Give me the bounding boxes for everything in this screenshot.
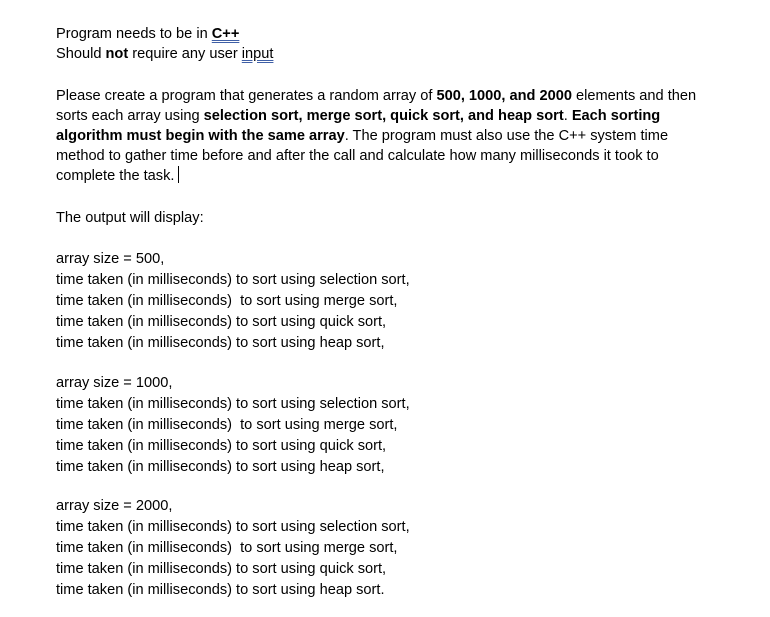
paragraph-text-3: .: [563, 108, 572, 124]
requirement-language-text: Program needs to be in: [56, 26, 212, 42]
output-line: time taken (in milliseconds) to sort using selection sort,: [56, 396, 410, 412]
requirement-input-middle: require any user: [128, 46, 242, 62]
paragraph-text-4: . The program must also use the C++ system time method to gather time before and after the call and calculate how many milliseconds it took to complete the task.: [56, 128, 669, 184]
text-cursor: [178, 166, 179, 183]
paragraph-text-1: Please create a program that generates a random array of: [56, 88, 437, 104]
output-line: time taken (in milliseconds) to sort using quick sort,: [56, 438, 387, 454]
requirement-language: [56, 24, 239, 44]
array-size-line: array size = 2000,: [56, 498, 173, 514]
output-line: time taken (in milliseconds) to sort using heap sort,: [56, 459, 385, 475]
paragraph-same-array: Each sorting algorithm must begin with the same array: [56, 108, 661, 144]
instructions-paragraph[interactable]: [56, 86, 716, 186]
array-size-line: array size = 1000,: [56, 375, 173, 391]
output-line: time taken (in milliseconds) to sort using selection sort,: [56, 272, 410, 288]
output-line: time taken (in milliseconds) to sort using quick sort,: [56, 314, 387, 330]
array-size-line: array size = 500,: [56, 251, 165, 267]
output-line: time taken (in milliseconds) to sort using selection sort,: [56, 519, 410, 535]
paragraph-text-2: elements and then sorts each array using: [56, 88, 697, 124]
requirement-not: not: [105, 46, 129, 62]
paragraph-sizes: 500, 1000, and 2000: [436, 88, 572, 104]
language-cpp: C++: [211, 26, 240, 42]
requirement-input-prefix: Should: [56, 46, 106, 62]
output-line: time taken (in milliseconds) to sort using merge sort,: [56, 293, 398, 309]
output-line: time taken (in milliseconds) to sort using heap sort,: [56, 335, 385, 351]
requirement-no-input: [56, 44, 273, 64]
output-line: time taken (in milliseconds) to sort using heap sort.: [56, 582, 385, 598]
output-line: time taken (in milliseconds) to sort using merge sort,: [56, 540, 398, 556]
output-line: time taken (in milliseconds) to sort using merge sort,: [56, 417, 398, 433]
paragraph-algorithms: selection sort, merge sort, quick sort, and heap sort: [203, 108, 564, 124]
output-line: time taken (in milliseconds) to sort using quick sort,: [56, 561, 387, 577]
requirement-input-word: input: [241, 46, 274, 62]
output-heading: The output will display:: [56, 210, 204, 226]
